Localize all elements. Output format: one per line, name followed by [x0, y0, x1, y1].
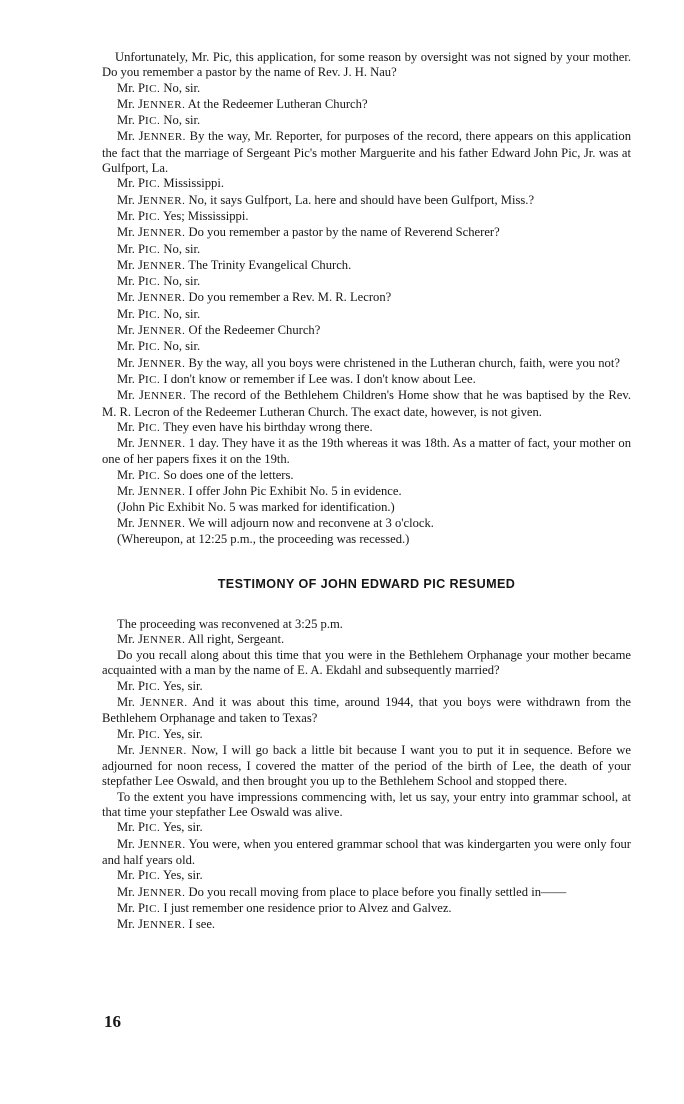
line-text: And it was about this time, around 1944, that you boys were withdrawn from the Bethlehem Orphanage and taken to Texas? — [102, 694, 631, 726]
line-text: I see. — [188, 917, 216, 932]
line-text: No, sir. — [163, 241, 201, 256]
narrative-paragraph — [102, 617, 631, 632]
line-text: The record of the Bethlehem Children's Home show that he was baptised by the Rev. M. R. Lecron of the Redeemer Lutheran Church. The exact date, however, is not given. — [102, 388, 632, 419]
line-text: (John Pic Exhibit No. 5 was marked for identification.) — [117, 500, 395, 515]
testimony-line — [102, 356, 631, 372]
testimony-line — [102, 290, 631, 306]
speaker-label: Mr. JENNER. — [117, 323, 186, 338]
speaker-label: Mr. JENNER. — [117, 631, 186, 646]
speaker-label: Mr. JENNER. — [117, 742, 187, 757]
line-text: Mississippi. — [163, 176, 224, 191]
section-heading: TESTIMONY OF JOHN EDWARD PIC RESUMED — [217, 577, 516, 592]
testimony-line — [102, 242, 631, 258]
line-text: No, sir. — [163, 274, 201, 289]
testimony-line — [102, 323, 631, 339]
line-text: We will adjourn now and reconvene at 3 o'clock. — [188, 515, 434, 530]
line-text: I offer John Pic Exhibit No. 5 in evidence. — [188, 484, 402, 499]
speaker-label: Mr. JENNER. — [117, 96, 186, 111]
testimony-line — [102, 113, 631, 129]
narrative-paragraph — [102, 50, 631, 81]
testimony-line — [102, 837, 631, 869]
line-text: Do you recall moving from place to place before you finally settled in—— — [188, 884, 567, 899]
line-text: Yes; Mississippi. — [162, 208, 249, 223]
line-text: Yes, sir. — [162, 820, 203, 835]
testimony-line — [102, 516, 631, 532]
transcript-page — [102, 50, 631, 933]
line-text: Yes, sir. — [162, 868, 203, 883]
line-text: To the extent you have impressions commencing with, let us say, your entry into grammar school, at that time your stepfather Lee Oswald was alive. — [102, 789, 631, 820]
line-text: The proceeding was reconvened at 3:25 p.m. — [117, 616, 343, 631]
testimony-line — [102, 695, 631, 727]
testimony-line — [102, 372, 631, 388]
testimony-line — [102, 129, 631, 176]
narrative-paragraph — [102, 648, 631, 679]
speaker-label: Mr. JENNER. — [117, 917, 186, 932]
speaker-label: Mr. JENNER. — [117, 129, 186, 144]
transcript-section-afternoon — [102, 617, 631, 934]
testimony-line — [102, 97, 631, 113]
speaker-label: Mr. JENNER. — [117, 836, 186, 851]
line-text: No, it says Gulfport, La. here and should have been Gulfport, Miss.? — [188, 192, 535, 207]
line-text: No, sir. — [163, 339, 201, 354]
speaker-label: Mr. JENNER. — [117, 484, 186, 499]
transcript-section-morning — [102, 50, 631, 547]
speaker-label: Mr. JENNER. — [117, 192, 186, 207]
line-text: Of the Redeemer Church? — [188, 323, 321, 338]
line-text: Yes, sir. — [162, 678, 203, 693]
speaker-label: Mr. PIC. — [117, 241, 161, 256]
line-text: The Trinity Evangelical Church. — [188, 257, 352, 272]
line-text: No, sir. — [163, 80, 201, 95]
line-text: Yes, sir. — [162, 726, 203, 741]
testimony-line — [102, 339, 631, 355]
speaker-label: Mr. JENNER. — [117, 225, 186, 240]
speaker-label: Mr. PIC. — [117, 419, 161, 434]
speaker-label: Mr. PIC. — [117, 113, 161, 128]
line-text: Now, I will go back a little bit because I want you to put it in sequence. Before we adjourned for noon recess, I covered the matter of the period of the birth of Lee, the death of your stepfather Lee Oswald, and then brought you up to the Bethlehem School and stopped there. — [102, 742, 631, 789]
speaker-label: Mr. PIC. — [117, 868, 161, 883]
testimony-line — [102, 868, 631, 884]
speaker-label: Mr. JENNER. — [117, 388, 187, 403]
speaker-label: Mr. PIC. — [117, 306, 161, 321]
line-text: Do you remember a Rev. M. R. Lecron? — [188, 290, 392, 305]
line-text: They even have his birthday wrong there. — [163, 419, 373, 434]
speaker-label: Mr. JENNER. — [117, 884, 186, 899]
line-text: Unfortunately, Mr. Pic, this application, for some reason by oversight was not signed by your mother. Do you remember a pastor by the name of Rev. J. H. Nau? — [102, 50, 631, 80]
speaker-label: Mr. PIC. — [117, 208, 161, 223]
testimony-line — [102, 885, 631, 901]
testimony-line — [102, 420, 631, 436]
testimony-line — [102, 176, 631, 192]
speaker-label: Mr. PIC. — [117, 678, 161, 693]
line-text: No, sir. — [163, 113, 201, 128]
testimony-line — [102, 743, 631, 790]
testimony-line — [102, 632, 631, 648]
testimony-line — [102, 436, 631, 468]
testimony-line — [102, 193, 631, 209]
speaker-label: Mr. PIC. — [117, 467, 161, 482]
line-text: 1 day. They have it as the 19th whereas it was 18th. As a matter of fact, your mother on one of her papers fixes it on the 19th. — [102, 436, 631, 467]
speaker-label: Mr. JENNER. — [117, 257, 186, 272]
testimony-line — [102, 468, 631, 484]
testimony-line — [102, 81, 631, 97]
speaker-label: Mr. PIC. — [117, 274, 161, 289]
testimony-line — [102, 679, 631, 695]
testimony-line — [102, 727, 631, 743]
speaker-label: Mr. JENNER. — [117, 694, 188, 709]
line-text: (Whereupon, at 12:25 p.m., the proceeding was recessed.) — [117, 531, 410, 546]
testimony-line — [102, 274, 631, 290]
narrative-paragraph — [102, 500, 631, 515]
testimony-line — [102, 258, 631, 274]
line-text: By the way, Mr. Reporter, for purposes of the record, there appears on this application the fact that the marriage of Sergeant Pic's mother Marguerite and his father Edward John Pic, Jr. was at Gulfport, La. — [102, 129, 631, 176]
speaker-label: Mr. JENNER. — [117, 290, 186, 305]
line-text: Do you recall along about this time that you were in the Bethlehem Orphanage your mother became acquainted with a man by the name of E. A. Ekdahl and subsequently married? — [102, 648, 631, 678]
speaker-label: Mr. JENNER. — [117, 515, 186, 530]
line-text: By the way, all you boys were christened in the Lutheran church, faith, were you not? — [188, 355, 620, 370]
narrative-paragraph — [102, 532, 631, 547]
speaker-label: Mr. JENNER. — [117, 436, 186, 451]
narrative-paragraph — [102, 790, 631, 821]
testimony-line — [102, 209, 631, 225]
testimony-line — [102, 225, 631, 241]
line-text: At the Redeemer Lutheran Church? — [187, 96, 368, 111]
speaker-label: Mr. PIC. — [117, 80, 161, 95]
line-text: All right, Sergeant. — [187, 631, 285, 646]
speaker-label: Mr. JENNER. — [117, 355, 186, 370]
line-text: No, sir. — [163, 306, 201, 321]
speaker-label: Mr. PIC. — [117, 726, 161, 741]
line-text: Do you remember a pastor by the name of Reverend Scherer? — [188, 225, 500, 240]
speaker-label: Mr. PIC. — [117, 900, 161, 915]
line-text: So does one of the letters. — [163, 467, 294, 482]
testimony-line — [102, 307, 631, 323]
testimony-line — [102, 388, 631, 420]
testimony-line — [102, 901, 631, 917]
speaker-label: Mr. PIC. — [117, 176, 161, 191]
testimony-line — [102, 820, 631, 836]
page-number: 16 — [104, 1012, 121, 1031]
speaker-label: Mr. PIC. — [117, 820, 161, 835]
speaker-label: Mr. PIC. — [117, 339, 161, 354]
line-text: I don't know or remember if Lee was. I don't know about Lee. — [163, 371, 476, 386]
testimony-line — [102, 484, 631, 500]
speaker-label: Mr. PIC. — [117, 371, 161, 386]
testimony-line — [102, 917, 631, 933]
line-text: You were, when you entered grammar school that was kindergarten you were only four and half years old. — [102, 836, 631, 867]
line-text: I just remember one residence prior to Alvez and Galvez. — [163, 900, 452, 915]
